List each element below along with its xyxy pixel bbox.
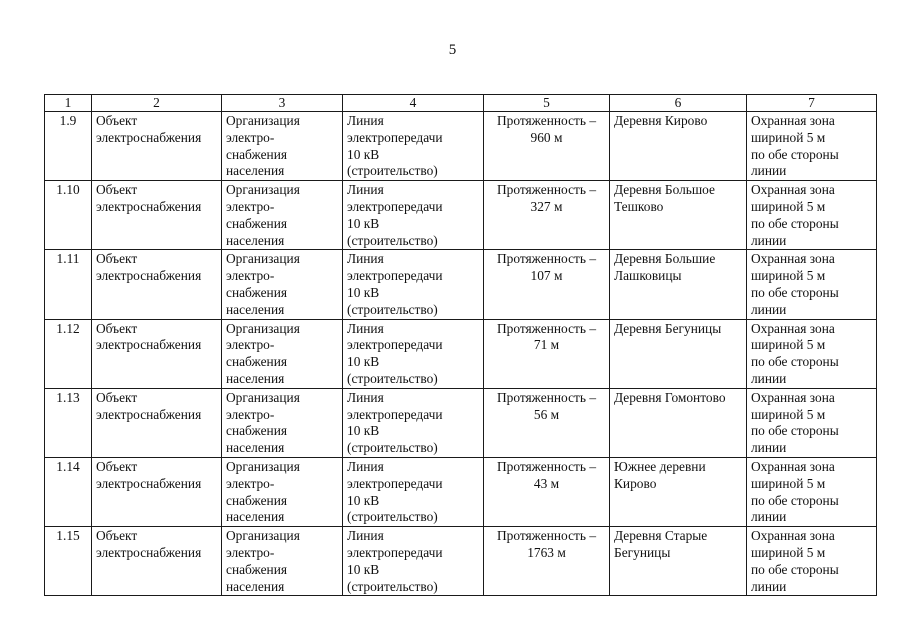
facility-cell xyxy=(343,112,484,181)
purpose-cell-text: Организация электро- снабжения населения xyxy=(226,320,300,386)
zone-cell-text: Охранная зона шириной 5 м по обе стороны линии xyxy=(751,251,839,317)
zone-cell-text: Охранная зона шириной 5 м по обе стороны линии xyxy=(751,389,839,456)
length-cell xyxy=(484,250,610,319)
zone-cell xyxy=(747,250,877,319)
object-type-cell xyxy=(92,457,222,526)
purpose-cell-text: Организация электро- снабжения населения xyxy=(226,458,300,525)
purpose-cell xyxy=(222,112,343,181)
purpose-cell-text: Организация электро- снабжения населения xyxy=(226,528,300,594)
location-cell-text: Деревня Гомонтово xyxy=(614,389,726,405)
facility-cell xyxy=(343,388,484,457)
row-number xyxy=(45,319,92,388)
location-cell-text: Деревня Кирово xyxy=(614,113,708,128)
location-cell xyxy=(610,112,747,181)
facility-cell xyxy=(343,250,484,319)
table-row xyxy=(45,457,877,526)
facility-cell xyxy=(343,319,484,388)
column-header-4: 4 xyxy=(343,95,484,112)
row-number-text: 1.10 xyxy=(56,182,80,198)
facility-cell-text: Линия электропередачи 10 кВ (строительство) xyxy=(347,113,443,179)
object-type-cell-text: Объект электроснабжения xyxy=(96,182,202,214)
purpose-cell xyxy=(222,181,343,250)
purpose-cell-text: Организация электро- снабжения населения xyxy=(226,389,300,456)
object-type-cell-text: Объект электроснабжения xyxy=(96,528,202,560)
column-header-3: 3 xyxy=(222,95,343,112)
table-row xyxy=(45,319,877,388)
row-number xyxy=(45,457,92,526)
object-type-cell-text: Объект электроснабжения xyxy=(96,251,202,284)
location-cell xyxy=(610,250,747,319)
row-number-text: 1.12 xyxy=(56,320,80,336)
object-type-cell-text: Объект электроснабжения xyxy=(96,320,202,353)
row-number-text: 1.15 xyxy=(56,528,80,544)
column-header-1: 1 xyxy=(45,95,92,112)
length-cell-text: Протяженность – 1763 м xyxy=(496,528,597,560)
zone-cell-text: Охранная зона шириной 5 м по обе стороны линии xyxy=(751,320,839,386)
object-type-cell-text: Объект электроснабжения xyxy=(96,389,202,422)
row-number-text: 1.9 xyxy=(59,113,77,128)
facility-cell xyxy=(343,181,484,250)
column-header-2: 2 xyxy=(92,95,222,112)
column-header-7: 7 xyxy=(747,95,877,112)
column-header-5: 5 xyxy=(484,95,610,112)
purpose-cell xyxy=(222,388,343,457)
length-cell-text: Протяженность – 71 м xyxy=(496,320,597,353)
facility-cell xyxy=(343,457,484,526)
purpose-cell xyxy=(222,527,343,596)
location-cell xyxy=(610,388,747,457)
object-type-cell xyxy=(92,319,222,388)
facility-cell-text: Линия электропередачи 10 кВ (строительство) xyxy=(347,251,443,317)
object-type-cell xyxy=(92,250,222,319)
length-cell xyxy=(484,388,610,457)
facility-cell xyxy=(343,527,484,596)
purpose-cell xyxy=(222,457,343,526)
purpose-cell xyxy=(222,250,343,319)
length-cell xyxy=(484,181,610,250)
object-type-cell xyxy=(92,181,222,250)
column-header-6: 6 xyxy=(610,95,747,112)
object-type-cell xyxy=(92,112,222,181)
length-cell-text: Протяженность – 43 м xyxy=(496,458,597,491)
row-number xyxy=(45,181,92,250)
length-cell-text: Протяженность – 107 м xyxy=(496,251,597,284)
table-header-row xyxy=(45,95,877,112)
purpose-cell-text: Организация электро- снабжения населения xyxy=(226,113,300,179)
location-cell-text: Деревня Большое Тешково xyxy=(614,182,715,214)
purpose-cell-text: Организация электро- снабжения населения xyxy=(226,182,300,248)
length-cell xyxy=(484,527,610,596)
location-cell-text: Деревня Старые Бегуницы xyxy=(614,528,708,560)
location-cell-text: Южнее деревни Кирово xyxy=(614,458,706,491)
row-number xyxy=(45,112,92,181)
location-cell-text: Деревня Большие Лашковицы xyxy=(614,251,716,284)
row-number-text: 1.13 xyxy=(56,389,80,405)
row-number xyxy=(45,250,92,319)
table-row xyxy=(45,527,877,596)
table-row xyxy=(45,250,877,319)
object-type-cell-text: Объект электроснабжения xyxy=(96,113,202,145)
zone-cell xyxy=(747,181,877,250)
length-cell xyxy=(484,319,610,388)
facility-cell-text: Линия электропередачи 10 кВ (строительство) xyxy=(347,182,443,248)
table-row xyxy=(45,181,877,250)
facility-cell-text: Линия электропередачи 10 кВ (строительство) xyxy=(347,458,443,525)
zone-cell-text: Охранная зона шириной 5 м по обе стороны линии xyxy=(751,113,839,179)
facility-cell-text: Линия электропередачи 10 кВ (строительство) xyxy=(347,528,443,594)
zone-cell-text: Охранная зона шириной 5 м по обе стороны линии xyxy=(751,528,839,594)
length-cell xyxy=(484,112,610,181)
location-cell xyxy=(610,181,747,250)
page-number: 5 xyxy=(448,42,457,58)
purpose-cell xyxy=(222,319,343,388)
length-cell-text: Протяженность – 960 м xyxy=(496,113,597,145)
location-cell-text: Деревня Бегуницы xyxy=(614,320,722,336)
object-type-cell xyxy=(92,388,222,457)
zone-cell-text: Охранная зона шириной 5 м по обе стороны линии xyxy=(751,182,839,248)
object-type-cell-text: Объект электроснабжения xyxy=(96,458,202,491)
length-cell-text: Протяженность – 327 м xyxy=(496,182,597,214)
purpose-cell-text: Организация электро- снабжения населения xyxy=(226,251,300,317)
zone-cell xyxy=(747,388,877,457)
table-row xyxy=(45,112,877,181)
facility-cell-text: Линия электропередачи 10 кВ (строительство) xyxy=(347,389,443,456)
object-type-cell xyxy=(92,527,222,596)
location-cell xyxy=(610,319,747,388)
zone-cell xyxy=(747,457,877,526)
row-number-text: 1.14 xyxy=(56,458,80,474)
row-number xyxy=(45,527,92,596)
length-cell xyxy=(484,457,610,526)
length-cell-text: Протяженность – 56 м xyxy=(496,389,597,422)
zone-cell xyxy=(747,319,877,388)
zone-cell xyxy=(747,527,877,596)
zone-cell-text: Охранная зона шириной 5 м по обе стороны линии xyxy=(751,458,839,525)
location-cell xyxy=(610,457,747,526)
row-number-text: 1.11 xyxy=(56,251,80,267)
location-cell xyxy=(610,527,747,596)
row-number xyxy=(45,388,92,457)
objects-table xyxy=(44,94,877,596)
facility-cell-text: Линия электропередачи 10 кВ (строительство) xyxy=(347,320,443,386)
zone-cell xyxy=(747,112,877,181)
table-row xyxy=(45,388,877,457)
